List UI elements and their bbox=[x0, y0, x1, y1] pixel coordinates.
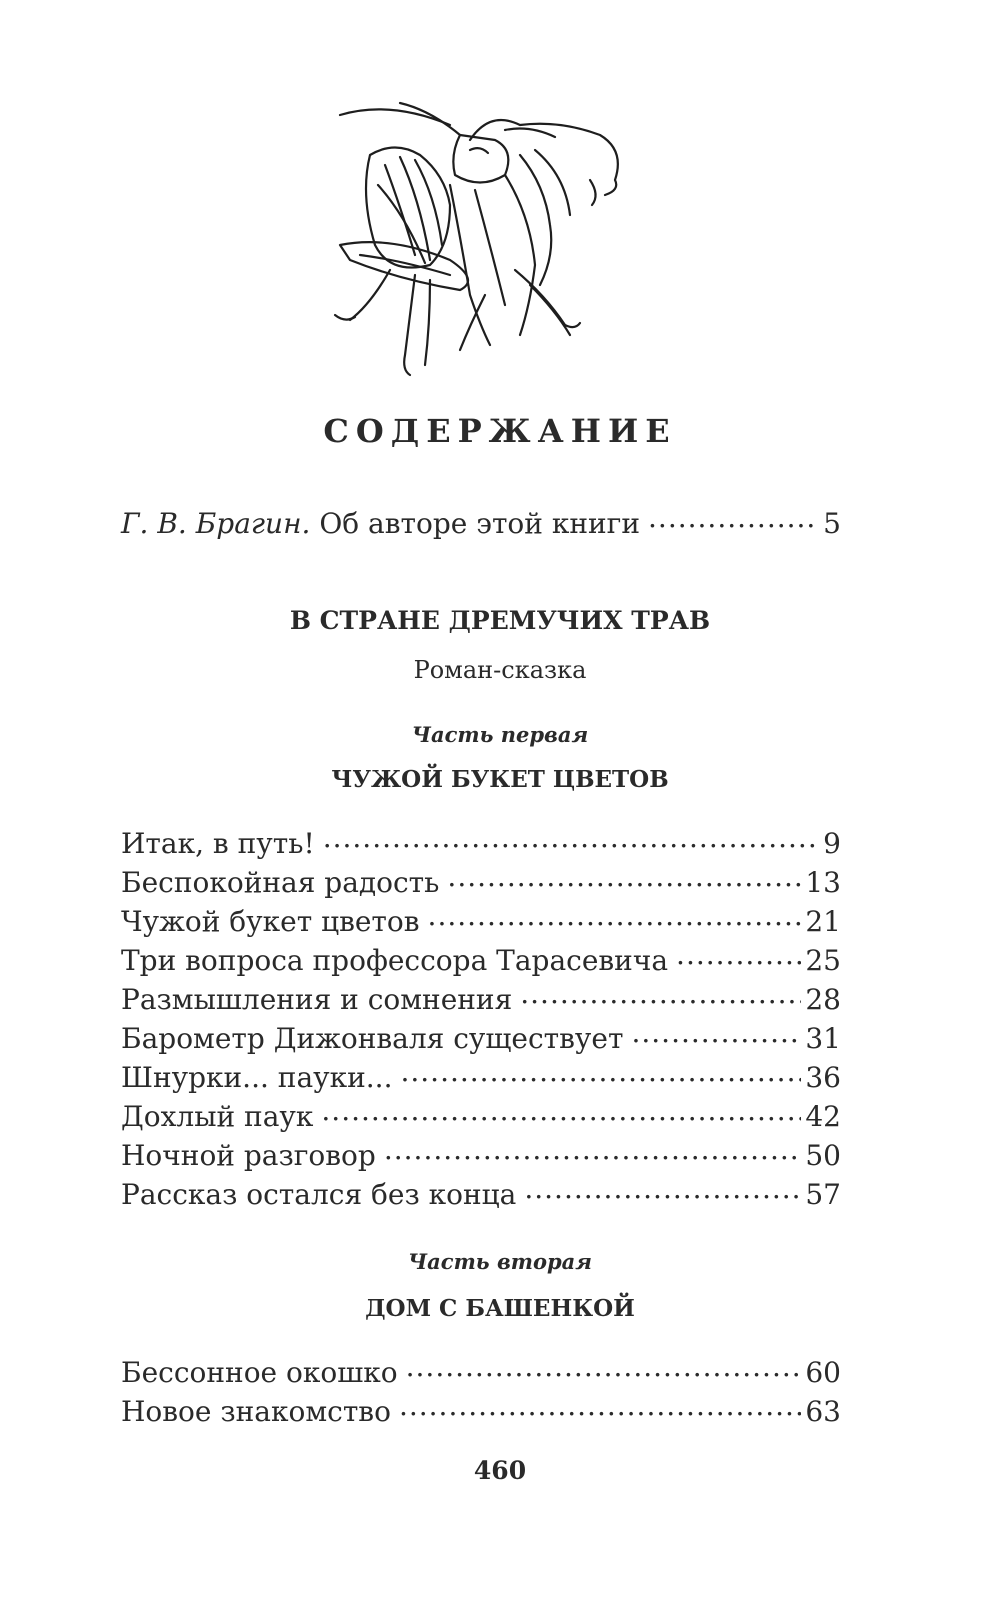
mantis-sketch-icon bbox=[330, 95, 650, 395]
toc-entry-page-number: 9 bbox=[823, 827, 841, 860]
leader-dots bbox=[384, 1137, 802, 1165]
toc-entry-label: Шнурки... пауки... bbox=[121, 1061, 393, 1094]
toc-entry-page-number: 21 bbox=[805, 905, 841, 938]
leader-dots bbox=[447, 864, 801, 892]
book-subtitle: Роман-сказка bbox=[413, 656, 587, 684]
toc-entry[interactable] bbox=[121, 864, 841, 899]
foreword-author: Г. В. Брагин. bbox=[121, 507, 311, 540]
toc-entry-label: Беспокойная радость bbox=[121, 866, 440, 899]
leader-dots bbox=[520, 981, 801, 1009]
toc-entry-label: Новое знакомство bbox=[121, 1395, 391, 1428]
toc-entry-page-number: 63 bbox=[805, 1395, 841, 1428]
leader-dots bbox=[648, 505, 819, 533]
part2-title: ДОМ С БАШЕНКОЙ bbox=[365, 1295, 635, 1322]
toc-entry[interactable] bbox=[121, 981, 841, 1016]
toc-entry-label: Три вопроса профессора Тарасевича bbox=[121, 944, 669, 977]
toc-entry[interactable] bbox=[121, 1393, 841, 1428]
toc-entry-page-number: 31 bbox=[805, 1022, 841, 1055]
part1-title: ЧУЖОЙ БУКЕТ ЦВЕТОВ bbox=[331, 766, 669, 793]
leader-dots bbox=[428, 903, 802, 931]
toc-entry[interactable] bbox=[121, 1020, 841, 1055]
toc-entry[interactable] bbox=[121, 942, 841, 977]
foreword-label bbox=[121, 507, 648, 540]
leader-dots bbox=[676, 942, 801, 970]
toc-entry-page-number: 28 bbox=[805, 983, 841, 1016]
toc-entry-label: Размышления и сомнения bbox=[121, 983, 513, 1016]
page-number: 460 bbox=[473, 1456, 527, 1485]
part2-label: Часть вторая bbox=[408, 1249, 592, 1274]
leader-dots bbox=[631, 1020, 801, 1048]
toc-entry-label: Чужой букет цветов bbox=[121, 905, 420, 938]
toc-entry[interactable] bbox=[121, 1137, 841, 1172]
toc-entry-page-number: 13 bbox=[805, 866, 841, 899]
toc-entry-label: Итак, в путь! bbox=[121, 827, 315, 860]
toc-entry[interactable] bbox=[121, 903, 841, 938]
part1-label: Часть первая bbox=[411, 722, 589, 747]
foreword-entry[interactable] bbox=[121, 505, 841, 540]
toc-entry[interactable] bbox=[121, 1059, 841, 1094]
toc-entry-label: Бессонное окошко bbox=[121, 1356, 398, 1389]
leader-dots bbox=[323, 825, 819, 853]
leader-dots bbox=[406, 1354, 802, 1382]
toc-entry-label: Ночной разговор bbox=[121, 1139, 376, 1172]
toc-entry[interactable] bbox=[121, 1176, 841, 1211]
toc-entry-page-number: 60 bbox=[805, 1356, 841, 1389]
page-title: СОДЕРЖАНИЕ bbox=[323, 412, 677, 450]
leader-dots bbox=[399, 1393, 801, 1421]
toc-entry-label: Барометр Дижонваля существует bbox=[121, 1022, 624, 1055]
book-title: В СТРАНЕ ДРЕМУЧИХ ТРАВ bbox=[289, 606, 711, 635]
toc-entry-label: Дохлый паук bbox=[121, 1100, 314, 1133]
toc-entry[interactable] bbox=[121, 1098, 841, 1133]
leader-dots bbox=[321, 1098, 801, 1126]
toc-entry[interactable] bbox=[121, 1354, 841, 1389]
toc-entry-page-number: 50 bbox=[805, 1139, 841, 1172]
leader-dots bbox=[400, 1059, 801, 1087]
toc-entry-page-number: 42 bbox=[805, 1100, 841, 1133]
toc-entry[interactable] bbox=[121, 825, 841, 860]
toc-entry-page-number: 25 bbox=[805, 944, 841, 977]
foreword-page-number: 5 bbox=[823, 507, 841, 540]
toc-entry-page-number: 57 bbox=[805, 1178, 841, 1211]
toc-entry-label: Рассказ остался без конца bbox=[121, 1178, 517, 1211]
foreword-title: Об авторе этой книги bbox=[319, 507, 641, 540]
leader-dots bbox=[524, 1176, 801, 1204]
toc-entry-page-number: 36 bbox=[805, 1061, 841, 1094]
